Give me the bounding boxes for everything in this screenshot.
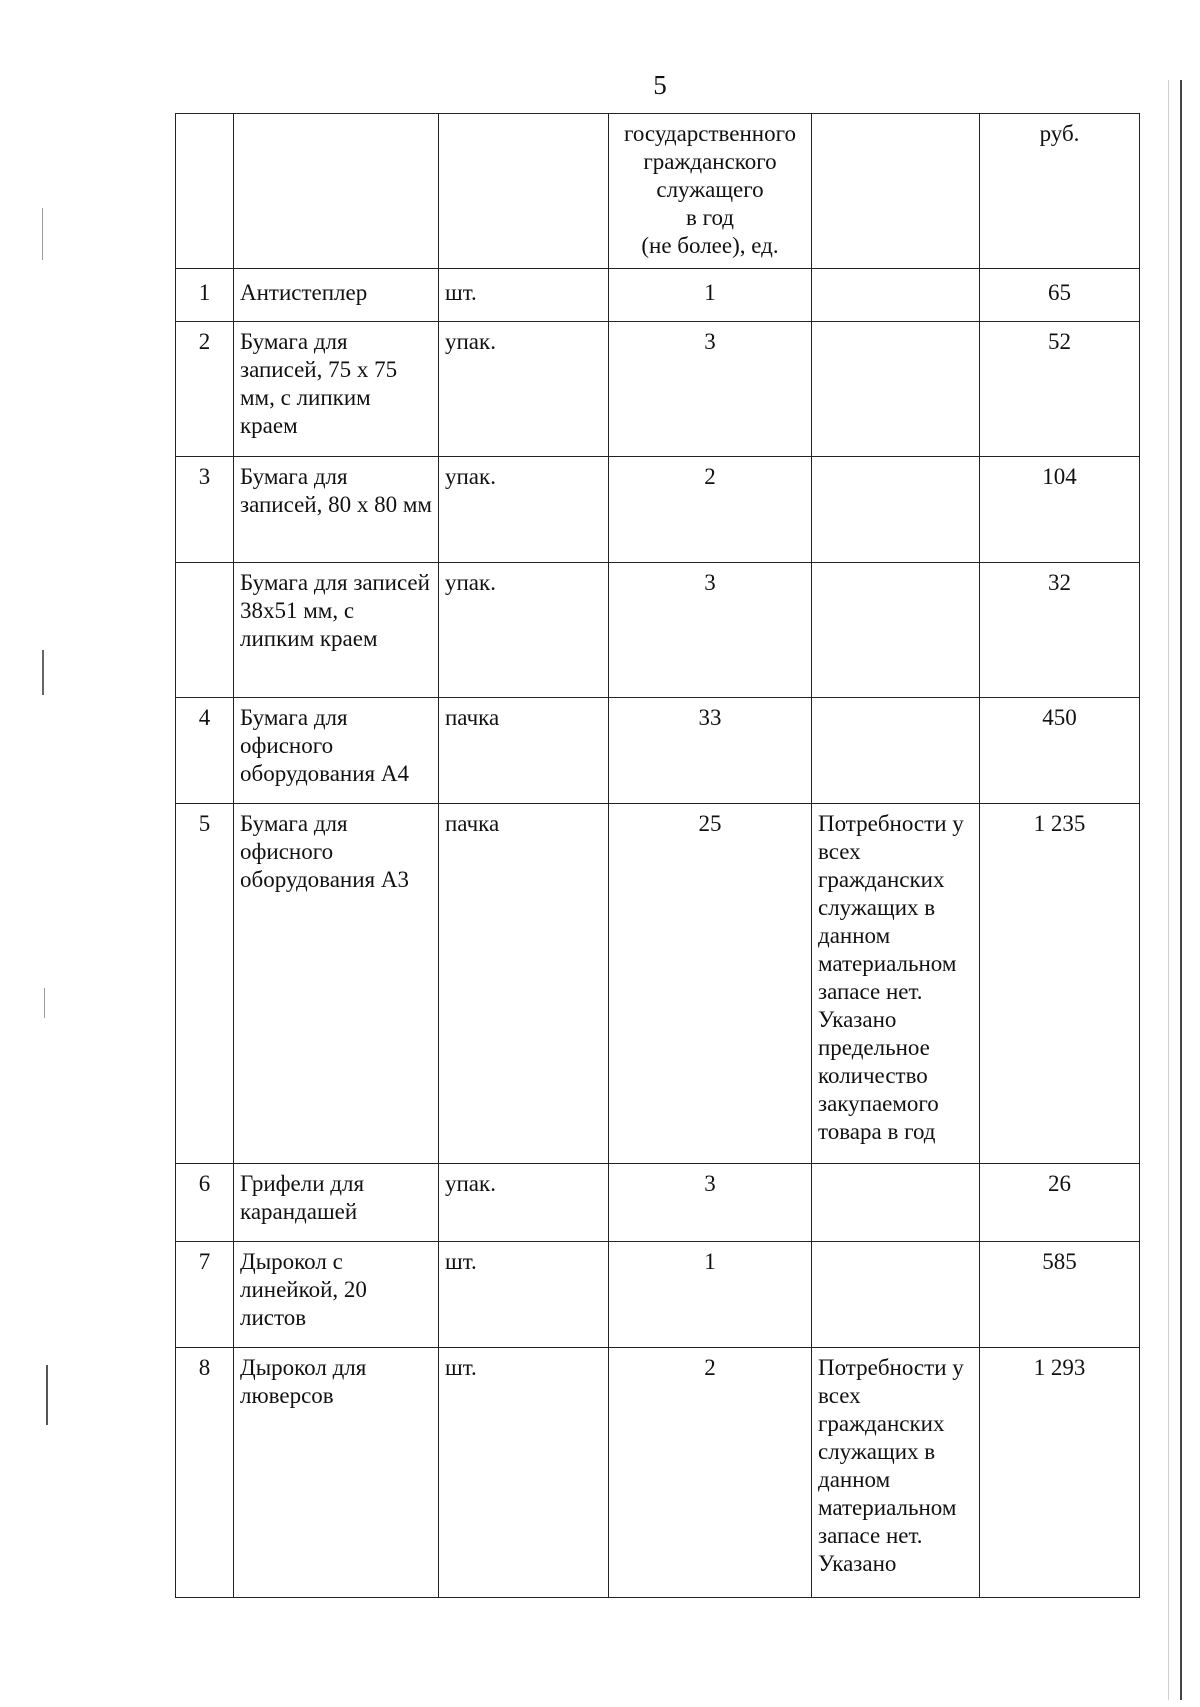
header-qty-line: (не более), ед. <box>641 233 779 258</box>
header-cell-name <box>234 114 439 269</box>
row-qty: 3 <box>609 322 812 457</box>
header-cell-unit <box>439 114 609 269</box>
header-cell-qty <box>609 114 812 269</box>
row-price: 32 <box>980 563 1140 698</box>
table-row <box>176 1348 1140 1598</box>
scan-mark <box>44 988 45 1018</box>
row-note <box>812 1242 980 1348</box>
table-row <box>176 269 1140 322</box>
row-name: Антистеплер <box>234 269 439 322</box>
row-num: 2 <box>176 322 234 457</box>
row-num: 3 <box>176 457 234 563</box>
row-price: 585 <box>980 1242 1140 1348</box>
table-row <box>176 563 1140 698</box>
scan-mark <box>46 1365 48 1425</box>
row-unit: упак. <box>439 563 609 698</box>
header-qty-line: гражданского <box>643 149 777 174</box>
row-unit: упак. <box>439 1164 609 1242</box>
row-name: Бумага для записей, 75 х 75 мм, с липким краем <box>234 322 439 457</box>
table-row <box>176 457 1140 563</box>
row-qty: 33 <box>609 698 812 804</box>
row-price: 65 <box>980 269 1140 322</box>
table-row <box>176 1242 1140 1348</box>
row-unit: упак. <box>439 322 609 457</box>
row-name: Дырокол для люверсов <box>234 1348 439 1598</box>
header-qty-line: служащего <box>656 177 764 202</box>
row-price: 1 235 <box>980 804 1140 1164</box>
table-row <box>176 322 1140 457</box>
row-price: 26 <box>980 1164 1140 1242</box>
header-qty-line: государственного <box>624 121 796 146</box>
row-num: 7 <box>176 1242 234 1348</box>
row-unit: упак. <box>439 457 609 563</box>
row-note <box>812 269 980 322</box>
header-cell-price: руб. <box>980 114 1140 269</box>
row-name: Бумага для офисного оборудования А3 <box>234 804 439 1164</box>
scan-edge-line <box>1180 80 1182 1700</box>
row-price: 1 293 <box>980 1348 1140 1598</box>
row-note: Потребности у всех гражданских служащих в данном материальном запасе нет. Указано <box>812 1348 980 1598</box>
row-unit: пачка <box>439 698 609 804</box>
row-num: 6 <box>176 1164 234 1242</box>
scan-mark <box>42 208 43 260</box>
row-price: 450 <box>980 698 1140 804</box>
table-row <box>176 804 1140 1164</box>
supplies-table <box>175 113 1140 1598</box>
row-note <box>812 698 980 804</box>
row-name: Бумага для записей, 80 х 80 мм <box>234 457 439 563</box>
row-num: 4 <box>176 698 234 804</box>
row-num: 1 <box>176 269 234 322</box>
scan-edge-line <box>1168 80 1169 1700</box>
row-unit: шт. <box>439 1348 609 1598</box>
row-qty: 1 <box>609 269 812 322</box>
row-note <box>812 563 980 698</box>
table-row <box>176 1164 1140 1242</box>
header-cell-note <box>812 114 980 269</box>
row-name: Бумага для записей 38х51 мм, с липким краем <box>234 563 439 698</box>
row-num: 8 <box>176 1348 234 1598</box>
row-unit: шт. <box>439 1242 609 1348</box>
row-note <box>812 457 980 563</box>
row-note: Потребности у всех гражданских служащих в данном материальном запасе нет. Указано предельное количество закупаемого товара в год <box>812 804 980 1164</box>
row-qty: 3 <box>609 563 812 698</box>
row-qty: 1 <box>609 1242 812 1348</box>
row-num: 5 <box>176 804 234 1164</box>
row-unit: пачка <box>439 804 609 1164</box>
row-name: Бумага для офисного оборудования А4 <box>234 698 439 804</box>
page-number: 5 <box>653 70 667 100</box>
row-note <box>812 322 980 457</box>
header-cell-num <box>176 114 234 269</box>
row-num <box>176 563 234 698</box>
table-row <box>176 698 1140 804</box>
row-name: Грифели для карандашей <box>234 1164 439 1242</box>
header-qty-line: в год <box>685 205 734 230</box>
row-qty: 3 <box>609 1164 812 1242</box>
row-price: 52 <box>980 322 1140 457</box>
row-price: 104 <box>980 457 1140 563</box>
table-header-row <box>176 114 1140 269</box>
row-name: Дырокол с линейкой, 20 листов <box>234 1242 439 1348</box>
row-qty: 2 <box>609 457 812 563</box>
row-note <box>812 1164 980 1242</box>
row-qty: 2 <box>609 1348 812 1598</box>
row-unit: шт. <box>439 269 609 322</box>
row-qty: 25 <box>609 804 812 1164</box>
scan-mark <box>42 650 44 695</box>
